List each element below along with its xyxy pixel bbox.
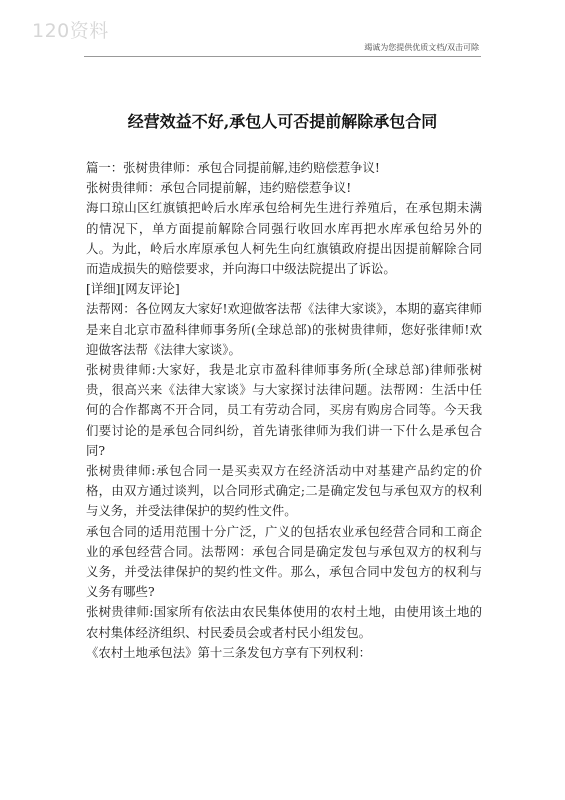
header-divider: [84, 56, 481, 57]
paragraph-8: 承包合同的适用范围十分广泛，广义的包括农业承包经营合同和工商企业的承包经营合同。法帮网：承包合同是确定发包与承包双方的权利与义务，并受法律保护的契约性文件。那么，承包合同中发包方的权利与义务有哪些?: [86, 523, 482, 600]
document-title: 经营效益不好,承包人可否提前解除承包合同: [127, 112, 438, 131]
paragraph-10: 《农村土地承包法》第十三条发包方享有下列权利：: [86, 644, 371, 660]
paragraph-2: 张树贵律师：承包合同提前解，违约赔偿惹争议!: [86, 180, 352, 196]
header-note: 竭诚为您提供优质文档/双击可除: [364, 43, 479, 52]
watermark-logo: 120资料: [32, 20, 109, 42]
paragraph-1: 篇一：张树贵律师：承包合同提前解,违约赔偿惹争议!: [86, 160, 380, 175]
paragraph-3: 海口琼山区红旗镇把岭后水库承包给柯先生进行养殖后，在承包期未满的情况下，单方面提前解除合同强行收回水库再把水库承包给另外的人。为此，岭后水库原承包人柯先生向红旗镇政府提出因提前解除合同而造成损失的赔偿要求，并向海口中级法院提出了诉讼。: [86, 200, 482, 277]
document-body: [86, 158, 482, 663]
paragraph-7: 张树贵律师:承包合同一是买卖双方在经济活动中对基建产品约定的价格，由双方通过谈判，以合同形式确定;二是确定发包与承包双方的权利与义务，并受法律保护的契约性文件。: [86, 463, 482, 519]
paragraph-6: 张树贵律师:大家好，我是北京市盈科律师事务所(全球总部)律师张树贵，很高兴来《法律大家谈》与大家探讨法律问题。法帮网：生活中任何的合作都离不开合同，员工有劳动合同，买房有购房合同等。今天我们要讨论的是承包合同纠纷，首先请张律师为我们讲一下什么是承包合同?: [86, 362, 482, 458]
detail-comment-links[interactable]: [详细][网友评论]: [86, 281, 180, 297]
paragraph-9: 张树贵律师:国家所有依法由农民集体使用的农村土地，由使用该土地的农村集体经济组织、村民委员会或者村民小组发包。: [86, 604, 482, 640]
paragraph-5: 法帮网：各位网友大家好!欢迎做客法帮《法律大家谈》，本期的嘉宾律师是来自北京市盈科律师事务所(全球总部)的张树贵律师，您好张律师!欢迎做客法帮《法律大家谈》。: [86, 301, 482, 357]
